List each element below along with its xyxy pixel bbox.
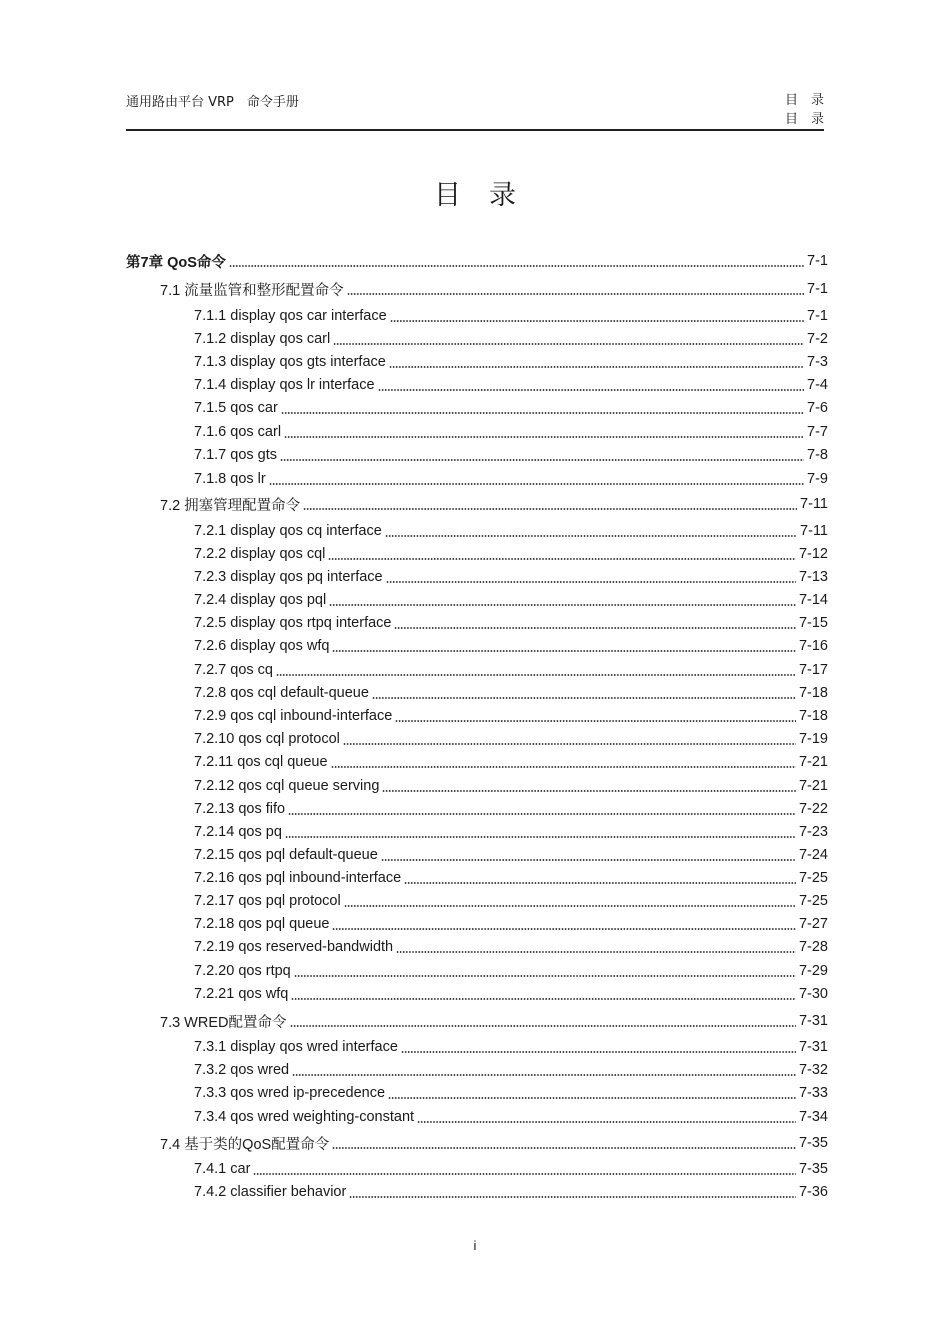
toc-entry-label: 7.2.10 qos cql protocol bbox=[194, 731, 340, 747]
toc-entry[interactable] bbox=[160, 278, 828, 300]
toc-entry-page: 7-1 bbox=[807, 308, 828, 324]
toc-entry-label: 7.2 拥塞管理配置命令 bbox=[160, 497, 301, 514]
toc-entry-page: 7-35 bbox=[798, 1161, 828, 1177]
toc-entry-label: 7.2.13 qos fifo bbox=[194, 801, 286, 817]
toc-entry[interactable] bbox=[194, 659, 828, 681]
toc-entry-label: 7.2.18 qos pql queue bbox=[194, 916, 330, 932]
toc-entry[interactable] bbox=[194, 520, 828, 542]
toc-entry-page: 7-16 bbox=[798, 638, 828, 654]
toc-leader-dots bbox=[372, 697, 796, 699]
toc-entry-label: 7.1.6 qos carl bbox=[194, 424, 282, 440]
toc-entry-page: 7-18 bbox=[798, 708, 828, 724]
toc-entry-page: 7-3 bbox=[807, 354, 828, 370]
toc-entry-label: 7.3.4 qos wred weighting-constant bbox=[194, 1109, 415, 1125]
toc-entry[interactable] bbox=[194, 844, 828, 866]
toc-entry-page: 7-1 bbox=[807, 281, 828, 297]
toc-entry-label: 7.2.3 display qos pq interface bbox=[194, 569, 383, 585]
toc-entry[interactable] bbox=[194, 751, 828, 773]
toc-entry[interactable] bbox=[194, 936, 828, 958]
toc-entry-label: 7.1.4 display qos lr interface bbox=[194, 377, 375, 393]
toc-entry-page: 7-29 bbox=[798, 963, 828, 979]
toc-entry-label: 7.2.11 qos cql queue bbox=[194, 754, 328, 770]
toc-entry-label: 7.2.9 qos cql inbound-interface bbox=[194, 708, 393, 724]
toc-entry-label: 7.3.3 qos wred ip-precedence bbox=[194, 1085, 386, 1101]
toc-entry-label: 7.2.21 qos wfq bbox=[194, 986, 289, 1002]
toc-leader-dots bbox=[395, 720, 796, 722]
toc-entry-label: 7.2.19 qos reserved-bandwidth bbox=[194, 939, 394, 955]
toc-entry-page: 7-34 bbox=[798, 1109, 828, 1125]
toc-entry[interactable] bbox=[194, 589, 828, 611]
toc-entry-label: 7.2.2 display qos cql bbox=[194, 546, 326, 562]
toc-entry-label: 7.2.17 qos pql protocol bbox=[194, 893, 341, 909]
toc-entry-label: 7.3.1 display qos wred interface bbox=[194, 1039, 398, 1055]
toc-entry[interactable] bbox=[194, 1181, 828, 1203]
toc-entry-page: 7-36 bbox=[798, 1184, 828, 1200]
toc-entry-page: 7-15 bbox=[798, 615, 828, 631]
toc-entry-label: 7.2.8 qos cql default-queue bbox=[194, 685, 369, 701]
toc-leader-dots bbox=[347, 293, 804, 295]
toc-entry-label: 7.2.1 display qos cq interface bbox=[194, 523, 382, 539]
toc-leader-dots bbox=[329, 604, 796, 606]
toc-leader-dots bbox=[343, 743, 796, 745]
toc-leader-dots bbox=[382, 790, 796, 792]
toc-leader-dots bbox=[294, 975, 796, 977]
toc-leader-dots bbox=[284, 436, 804, 438]
toc-entry-label: 第7章 QoS命令 bbox=[126, 254, 226, 271]
toc-entry[interactable] bbox=[194, 612, 828, 634]
toc-leader-dots bbox=[229, 265, 804, 267]
toc-leader-dots bbox=[253, 1173, 796, 1175]
toc-entry-label: 7.2.7 qos cq bbox=[194, 662, 273, 678]
toc-entry-label: 7.1.5 qos car bbox=[194, 400, 278, 416]
header-manual-title: 通用路由平台 VRP 命令手册 bbox=[126, 95, 299, 110]
toc-entry-page: 7-17 bbox=[798, 662, 828, 678]
toc-leader-dots bbox=[394, 627, 795, 629]
toc-leader-dots bbox=[385, 535, 797, 537]
toc-leader-dots bbox=[292, 1074, 796, 1076]
toc-entry-label: 7.3.2 qos wred bbox=[194, 1062, 290, 1078]
toc-entry[interactable] bbox=[194, 682, 828, 704]
header-section bbox=[785, 91, 824, 129]
toc-entry[interactable] bbox=[194, 705, 828, 727]
toc-entry[interactable] bbox=[194, 543, 828, 565]
toc-leader-dots bbox=[417, 1121, 796, 1123]
toc-entry-label: 7.1.2 display qos carl bbox=[194, 331, 331, 347]
toc-entry-page: 7-21 bbox=[798, 778, 828, 794]
toc-entry[interactable] bbox=[194, 821, 828, 843]
toc-entry-label: 7.2.12 qos cql queue serving bbox=[194, 778, 380, 794]
toc-entry-label: 7.4 基于类的QoS配置命令 bbox=[160, 1136, 330, 1153]
toc-leader-dots bbox=[396, 951, 796, 953]
toc-entry-label: 7.4.2 classifier behavior bbox=[194, 1184, 347, 1200]
toc-entry-page: 7-18 bbox=[798, 685, 828, 701]
page-title: 目录 bbox=[434, 180, 544, 211]
toc-entry[interactable] bbox=[194, 798, 828, 820]
header-section-line2: 目 录 bbox=[784, 112, 824, 127]
toc-entry[interactable] bbox=[126, 250, 828, 272]
toc-entry-label: 7.3 WRED配置命令 bbox=[160, 1014, 287, 1031]
toc-entry-page: 7-12 bbox=[798, 546, 828, 562]
toc-leader-dots bbox=[404, 882, 796, 884]
toc-entry-page: 7-28 bbox=[798, 939, 828, 955]
toc-entry-page: 7-11 bbox=[800, 523, 828, 539]
toc-leader-dots bbox=[281, 412, 804, 414]
toc-entry-page: 7-35 bbox=[798, 1135, 828, 1151]
toc-entry-label: 7.2.5 display qos rtpq interface bbox=[194, 615, 392, 631]
toc-entry-page: 7-21 bbox=[798, 754, 828, 770]
toc-entry[interactable] bbox=[194, 397, 828, 419]
toc-leader-dots bbox=[401, 1051, 796, 1053]
toc-entry-page: 7-11 bbox=[800, 496, 828, 512]
toc-leader-dots bbox=[303, 508, 797, 510]
toc-leader-dots bbox=[269, 483, 804, 485]
toc-leader-dots bbox=[344, 905, 796, 907]
toc-entry-label: 7.2.15 qos pql default-queue bbox=[194, 847, 378, 863]
toc-entry[interactable] bbox=[194, 1082, 828, 1104]
toc-entry[interactable] bbox=[194, 328, 828, 350]
toc-leader-dots bbox=[333, 343, 804, 345]
toc-leader-dots bbox=[328, 558, 796, 560]
toc-entry-page: 7-24 bbox=[798, 847, 828, 863]
toc-entry[interactable] bbox=[160, 1010, 828, 1032]
toc-leader-dots bbox=[378, 389, 804, 391]
toc-entry-label: 7.1.3 display qos gts interface bbox=[194, 354, 386, 370]
toc-entry-label: 7.1.8 qos lr bbox=[194, 471, 266, 487]
toc-leader-dots bbox=[280, 459, 804, 461]
page-number: i bbox=[473, 1238, 477, 1253]
toc-leader-dots bbox=[276, 674, 796, 676]
toc-entry-label: 7.4.1 car bbox=[194, 1161, 251, 1177]
toc-leader-dots bbox=[285, 836, 796, 838]
toc-entry-page: 7-2 bbox=[807, 331, 828, 347]
toc-entry[interactable] bbox=[194, 351, 828, 373]
toc-entry[interactable] bbox=[194, 468, 828, 490]
toc-entry[interactable] bbox=[194, 983, 828, 1005]
toc-entry[interactable] bbox=[194, 775, 828, 797]
toc-leader-dots bbox=[288, 813, 796, 815]
toc-entry[interactable] bbox=[194, 305, 828, 327]
toc-leader-dots bbox=[381, 859, 796, 861]
toc-entry-page: 7-32 bbox=[798, 1062, 828, 1078]
toc-entry-page: 7-6 bbox=[807, 400, 828, 416]
toc-entry-page: 7-30 bbox=[798, 986, 828, 1002]
toc-entry[interactable] bbox=[194, 444, 828, 466]
toc-leader-dots bbox=[332, 650, 796, 652]
toc-entry-label: 7.2.6 display qos wfq bbox=[194, 638, 330, 654]
toc-entry[interactable] bbox=[194, 1158, 828, 1180]
toc-entry[interactable] bbox=[194, 1059, 828, 1081]
toc-leader-dots bbox=[389, 366, 804, 368]
toc-leader-dots bbox=[291, 998, 796, 1000]
toc-entry-label: 7.1 流量监管和整形配置命令 bbox=[160, 282, 344, 299]
toc-leader-dots bbox=[290, 1025, 796, 1027]
toc-entry-page: 7-27 bbox=[798, 916, 828, 932]
toc-entry[interactable] bbox=[194, 566, 828, 588]
toc-entry-page: 7-31 bbox=[798, 1013, 828, 1029]
toc-entry-page: 7-33 bbox=[798, 1085, 828, 1101]
toc-entry[interactable] bbox=[194, 374, 828, 396]
toc-leader-dots bbox=[332, 928, 796, 930]
toc-entry-label: 7.2.4 display qos pql bbox=[194, 592, 327, 608]
toc-leader-dots bbox=[331, 766, 796, 768]
toc-entry[interactable] bbox=[194, 1036, 828, 1058]
toc-entry-page: 7-4 bbox=[807, 377, 828, 393]
toc-entry[interactable] bbox=[160, 493, 828, 515]
toc-leader-dots bbox=[332, 1147, 796, 1149]
toc-entry-page: 7-1 bbox=[807, 253, 828, 269]
toc-entry-page: 7-13 bbox=[798, 569, 828, 585]
toc-leader-dots bbox=[349, 1196, 796, 1198]
toc-entry-page: 7-25 bbox=[798, 893, 828, 909]
toc-entry-label: 7.1.1 display qos car interface bbox=[194, 308, 387, 324]
toc-entry-page: 7-22 bbox=[798, 801, 828, 817]
toc-entry-page: 7-8 bbox=[807, 447, 828, 463]
toc-entry[interactable] bbox=[194, 635, 828, 657]
toc-entry-page: 7-31 bbox=[798, 1039, 828, 1055]
toc-entry-page: 7-25 bbox=[798, 870, 828, 886]
toc-leader-dots bbox=[388, 1097, 796, 1099]
toc-entry[interactable] bbox=[194, 890, 828, 912]
toc-entry-label: 7.2.14 qos pq bbox=[194, 824, 282, 840]
toc-entry[interactable] bbox=[194, 728, 828, 750]
toc-entry-page: 7-19 bbox=[798, 731, 828, 747]
toc-entry-label: 7.1.7 qos gts bbox=[194, 447, 278, 463]
page-header bbox=[126, 88, 824, 131]
toc-entry[interactable] bbox=[160, 1132, 828, 1154]
toc-entry-label: 7.2.20 qos rtpq bbox=[194, 963, 291, 979]
toc-leader-dots bbox=[390, 320, 804, 322]
toc-entry-page: 7-14 bbox=[798, 592, 828, 608]
toc-entry[interactable] bbox=[194, 960, 828, 982]
toc-entry[interactable] bbox=[194, 913, 828, 935]
toc-entry[interactable] bbox=[194, 867, 828, 889]
toc-leader-dots bbox=[386, 581, 796, 583]
toc-entry-page: 7-7 bbox=[807, 424, 828, 440]
toc-entry-label: 7.2.16 qos pql inbound-interface bbox=[194, 870, 402, 886]
toc-entry[interactable] bbox=[194, 1106, 828, 1128]
toc-entry-page: 7-9 bbox=[807, 471, 828, 487]
header-section-line1: 目 录 bbox=[784, 93, 824, 108]
toc-entry[interactable] bbox=[194, 421, 828, 443]
toc-entry-page: 7-23 bbox=[798, 824, 828, 840]
